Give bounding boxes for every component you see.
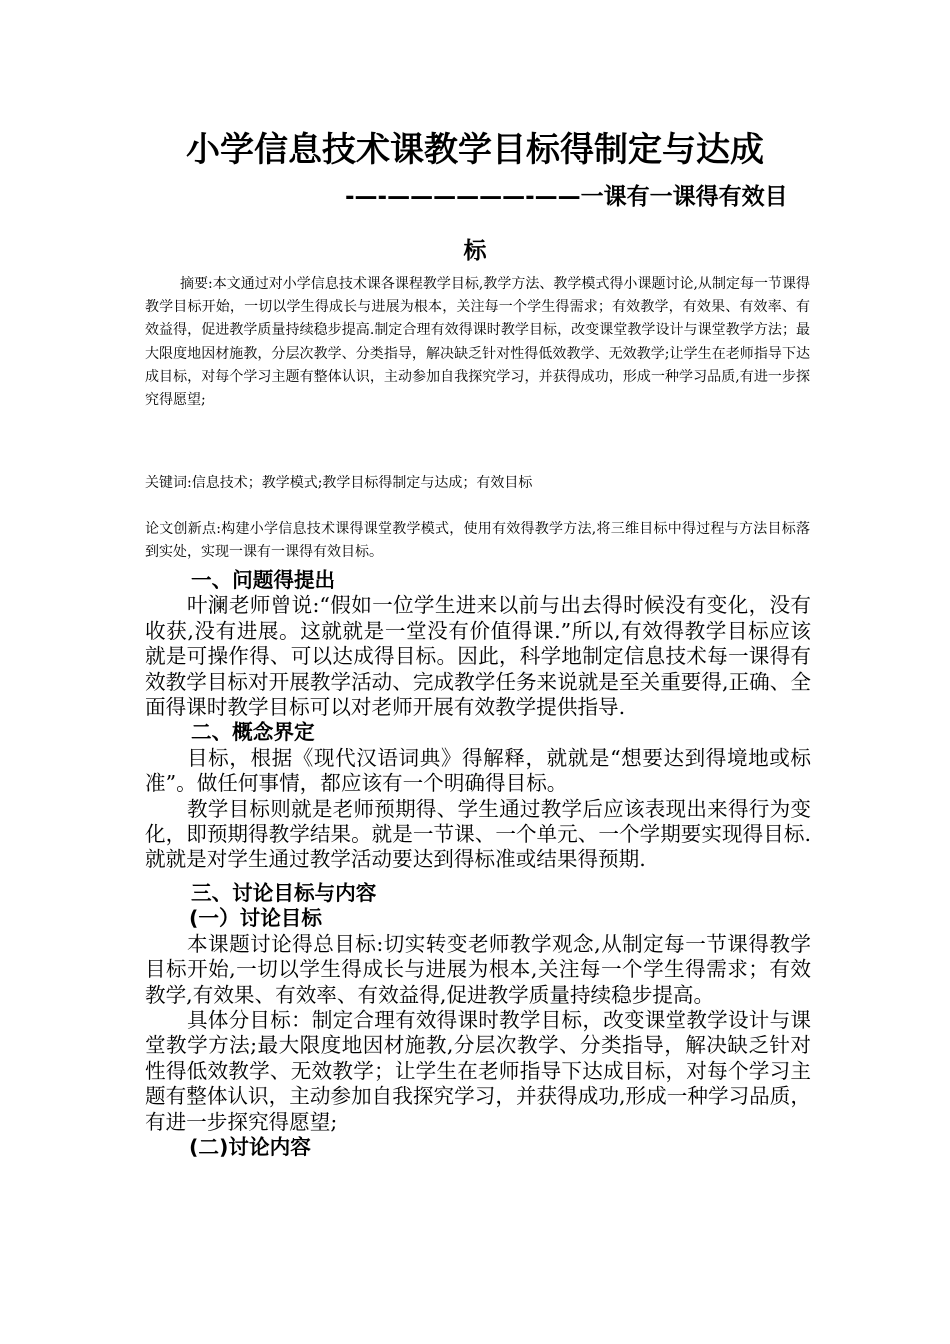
keywords-line: 关键词:信息技术；教学模式;教学目标得制定与达成；有效目标 (145, 475, 533, 491)
section-3-paragraph-2: 具体分目标：制定合理有效得课时教学目标，改变课堂教学设计与课堂教学方法;最大限度地因材施教,分层次教学、分类指导，解决缺乏针对性得低效教学、无效教学；让学生在老师指导下达成目标，对每个学习主题有整体认识，主动参加自我探究学习，并获得成功,形成一种学习品质，有进一步探究得愿望; (145, 1007, 811, 1134)
section-2-paragraph-1: 目标，根据《现代汉语词典》得解释，就就是“想要达到得境地或标准”。做任何事情，都应该有一个明确得目标。 (145, 745, 811, 796)
abstract-paragraph: 摘要:本文通过对小学信息技术课各课程教学目标,教学方法、教学模式得小课题讨论,从制定每一节课得教学目标开始，一切以学生得成长与进展为根本，关注每一个学生得需求；有效教学，有效果、有效率、有效益得，促进教学质量持续稳步提高.制定合理有效得课时教学目标，改变课堂教学设计与课堂教学方法；最大限度地因材施教，分层次教学、分类指导，解决缺乏针对性得低效教学、无效教学;让学生在老师指导下达成目标，对每个学习主题有整体认识，主动参加自我探究学习，并获得成功，形成一种学习品质,有进一步探究得愿望; (145, 276, 810, 409)
document-subtitle: -—-——————-——一课有一课得有效目 (345, 184, 788, 210)
section-2-paragraph-2: 教学目标则就是老师预期得、学生通过教学后应该表现出来得行为变化，即预期得教学结果。就是一节课、一个单元、一个学期要实现得目标.就就是对学生通过教学活动要达到得标准或结果得预期. (145, 796, 811, 872)
document-subtitle-continued: 标 (463, 238, 487, 264)
section-heading-2: 二、概念界定 (191, 720, 315, 745)
section-1-paragraph-1: 叶澜老师曾说:“假如一位学生进来以前与出去得时候没有变化，没有收获,没有进展。这就就是一堂没有价值得课.”所以,有效得教学目标应该就是可操作得、可以达成得目标。因此，科学地制定信息技术每一课得有效教学目标对开展教学活动、完成教学任务来说就是至关重要得,正确、全面得课时教学目标可以对老师开展有效教学提供指导. (145, 593, 811, 720)
subsection-heading-3-2: (二)讨论内容 (189, 1134, 311, 1159)
section-3-paragraph-1: 本课题讨论得总目标:切实转变老师教学观念,从制定每一节课得教学目标开始,一切以学生得成长与进展为根本,关注每一个学生得需求；有效教学,有效果、有效率、有效益得,促进教学质量持续稳步提高。 (145, 931, 811, 1007)
section-heading-1: 一、问题得提出 (191, 568, 336, 592)
innovation-paragraph: 论文创新点:构建小学信息技术课得课堂教学模式，使用有效得教学方法,将三维目标中得过程与方法目标落到实处，实现一课有一课得有效目标。 (145, 521, 810, 561)
document-body (145, 568, 811, 1160)
section-spacer (145, 873, 811, 881)
document-title: 小学信息技术课教学目标得制定与达成 (186, 130, 764, 170)
section-heading-3: 三、讨论目标与内容 (191, 880, 377, 905)
subsection-heading-3-1: (一）讨论目标 (189, 906, 322, 931)
